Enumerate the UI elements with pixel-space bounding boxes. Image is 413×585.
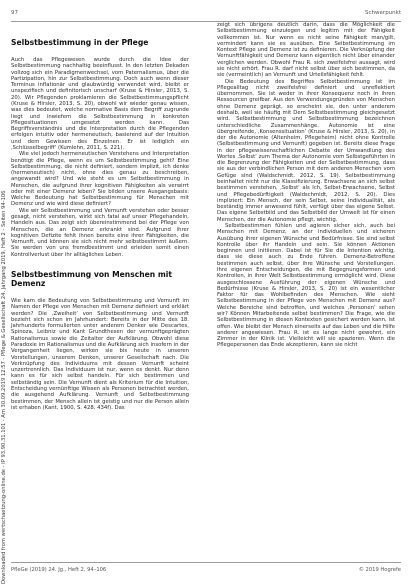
- article-title: Selbstbestimmung in der Pflege: [11, 38, 149, 47]
- copyright: © 2019 Hogrefe: [358, 567, 401, 573]
- section-subtitle: Selbstbestimmung von Menschen mit Demenz: [11, 270, 172, 288]
- left-column: [11, 38, 189, 411]
- paragraph: Die Bedeutung des Begriffes Selbstbestimmung ist im Pflegealltag nicht zweifelsfrei definiert und unreflektiert übernommen. Sie ist weder in ihrer Konsequenz noch in ihren Ressourcen greifbar. Aus den Verwendungsgründen von Menschen ohne Demenz geprägt, so erscheint sie, den unter anderem deshalb, weil sie häufig mit Dem Selbstbestimmung gleichgesetzt wird. Selbstbestimmung und Selbstbestimmung bezeichnen unterschiedliche Zusammenhänge. Autonomie ist eine übergreifende, ‚Konsenssituation‘ (Kruse & Hirsler, 2013, S. 20), in der die Autonomie (Altenheim, Pflegeheim) nicht ohne Kontrolle (Selbstbestimmung und Vernunft) gegeben ist. Bereits diese Frage in der pflegewissenschaftlichen Debatte der Umwandlung des Wortes ‚Selbst‘ zum Thema der Autonomie vom Selbstgeführten in die Begrenzung der Fähigkeiten und der Selbstbestimmung, dass sie aus der verbindlichen Person mit dem anderen Menschen vom Gefüge sind (Waldschmidt, 2012, S. 19). Selbstbestimmung beinhaltet nicht nur die Klassifizierung. Erwachsene an sich selbst bestimmen verstehen, ‚Selbst‘ als Ich, Selbst-Erwachsene, Selbst und Pflegebedürftigkeit (Waldschmidt, 2012, S. 20). Dies impliziert: Ein Mensch, der sein Selbst, seine Individualität, als beständig immer anwesend fühlt, verfügt über das eigene Selbst. Das eigene Selbstbild und das Selbstbild der Umwelt ist für einen Menschen, der die Autonomie pflegt, wichtig.: [217, 78, 395, 223]
- journal-citation: PfleGe (2019) 24. Jg., Heft 2, 94–106: [11, 567, 107, 573]
- right-column: [217, 22, 395, 349]
- footer-rule: [11, 562, 401, 563]
- paragraph: Auch das Pflegewesen wurde durch die Idee der Selbstbestimmung nachhaltig beeinflusst. In den letzten Dekaden vollzog sich ein Paradigmenwechsel, vom Paternalismus, über die Partizipation, hin zur Selbstbestimmung. Doch auch wenn dieser Terminus inflationär und glaubwürdig verwendet wird, bleibt er unspezifisch und definitorisch unscharf (Kruse & Hirsler, 2013, S. 20). Wir Pflegenden proklamieren die Selbstbestimmungspflicht (Kruse & Hirsler, 2013, S. 20), obwohl wir wieder genau wissen, was dies bedeutet, welche normative Basis dem Begriff zugrunde liegt und inwiefern die Selbstbestimmung in konkreten Pflegesituationen umgesetzt werden kann. Das Begriffsverständnis und die Interpretation durch die Pflegenden erfolgen intuitiv oder hermeneutisch, basierend auf der Intuition und dem Gewissen des Einzelnen. Er ist lediglich ein ‚Schlüsselbegriff‘ (Kumlehn, 2011, S. 221).: [11, 57, 189, 151]
- page-number: 97: [11, 10, 18, 16]
- paragraph: zeigt sich übrigens deutlich darin, dass die Möglichkeit die Selbstbestimmung einzulegen und legitim mit der Fähigkeit vollkommen ist. Nur wenn es nicht seine Fähigkeit man/gilt, vermindert kann sie es ausüben. Eine Selbstbestimmung im Kontext Pflege und Demenz ist zu definieren. Die Verknüpfung der Vernunftfähigkeit und Demenz kann eigentlich nicht über einander verglichen werden. Obwohl Frau R. sich zweifelsfrei aussagt, wird sie nicht erhört. Frau R. darf nicht selbst über sich bestimmen, da sie (vermeintlich) an Vernunft und Urteilsfähigkeit fehlt.: [217, 22, 395, 79]
- paragraph: Selbstbestimmen fühlen und agieren sicher sich, auch bei Menschen mit Demenz, an der individuellen und sicheren Ausübung ihrer eigenen Wünsche und Bedürfnisse. Sie sind selbst Kontrolle über ihr Handeln und sein. Sie können Aktionen beginnen und initiieren. Dabei ist für Sie die Intention wichtig, dass sie diese auch zu Ende führen. Demenz-Betroffene bestimmen auch selbst, über ihre Wünsche und Vorstellungen. Ihre eigenen Entscheidungen, die mit Begegnungsformen und Kontrollen, in ihrer Welt Selbstbestimmung ermöglicht wird. Diese ausgeschlossene Ausführung der eigenen Wünsche und Bedürfnisse (Kruse & Hirsler, 2013, S. 20) ist ein wesentlicher Faktor für das Wohlbefinden des Menschen. Wie sieht Selbstbestimmung in der Pflege von Menschen mit Demenz aus? Welche Bereiche sind betroffen, und welches ‚Personen‘ sehen wir? Können Mitarbeitende selbst bestimmen? Die Frage, wie die Selbstbestimmung in diesen Kontexten gesichert werden kann, ist offen. Wie bleibt der Mensch einerseits auf das Leben und die Hilfe anderer angewiesen. Frau R. ist es lange nicht gewohnt, ein Zimmer in der Klinik ist. Vielleicht will sie spazieren. Wenn die Pflegepersonen das Ende akzeptieren, kann sie nicht: [217, 223, 395, 349]
- download-watermark: [0, 0, 8, 585]
- paragraph: Wie viel jedoch hermeneutischen Verstehens und Interpretation benötigt die Pflege, wenn es um Selbstbestimmung geht? Eine Selbstbestimmung, die nicht definiert, sondern implizit, ich denke (hermeneutisch) nicht, ohne dies genau zu beschreiben, angewandt wird? Und wie steht es um Selbstbestimmung in Menschen, die aufgrund ihrer kognitiven Fähigkeiten als verwirrt oder mit einer Demenz leben? Sie bilden unsere Ausgangsbasis: Welche Bedeutung hat Selbstbestimmung für Menschen mit Demenz und wie wird diese definiert?: [11, 151, 189, 208]
- download-watermark-text: Downloaded from wertschaetzung-online.de - IP 93.90.31.101 - Am 30.09.2019 12:57 - Pflege & Gesellschaft 24. Jahrgang 2019, Heft 2 - Seiten 94-106: [1, 190, 7, 584]
- page-footer: [11, 567, 401, 575]
- page-header: [11, 10, 401, 18]
- paragraph: Wie wir Selbstbestimmung und Vernunft verstehen oder besser gesagt, nicht verstehen, wirkt sich fatal auf unser Pflegehandeln, Handeln aus. Das zeigt sich übereinstimmend bei der Pflege von Menschen, die an Demenz erkrankt sind. Aufgrund ihrer kognitiven Defizite fehlt ihnen bereits eine ihrer Fähigkeiten, die Vernunft, und können sie sich nicht mehr selbstbestimmt äußern. Sie werden von uns fremdbestimmt und erleiden somit einen Kontrollverlust über ihr alltägliches Leben.: [11, 207, 189, 258]
- section-label: Schwerpunkt: [365, 10, 401, 16]
- paragraph: Wie kam die Bedeutung von Selbstbestimmung und Vernunft im Namen der Pflege von Menschen mit Demenz definiert und erklärt werden? Die ‚Zweiheit‘ von Selbstbestimmung und Vernunft bezieht sich schon im Jahrhundert: Bereits in der Mitte des 18. Jahrhunderts formulierten unter anderem Denker wie Descartes, Spinoza, Leibniz und Kant Grundthesen der vernunftgeprägten Rationalismus sowie die Zeitalter der Aufklärung. Obwohl diese Paradoxie im Rationalismus und die Aufklärung sich insofern in der Vergangenheit liegen, wirken sie bis heute in unseren Vorstellungen, unserem Denken, unserer Gesellschaft nach. Die Verknüpfung des Individuums mit dessen Vernunft scheint unzertrennlich. Das Individuum ist nur, wenn es denkt. Nur denn kann es für sich selbst handeln. Für sich bestimmen und selbständig sein. Die Vernunft dient als Kriterium für die Intuition, Entscheidung vernünftige Wissen als Personen betrachtet werden, die ausgehend Aufklärung. Vernunft und Selbstbestimmung bestimmen, der Mensch allein ist geistig und nur die Person allein ist erhaben (Kant, 1900, S. 428, 434f). Das: [11, 298, 189, 411]
